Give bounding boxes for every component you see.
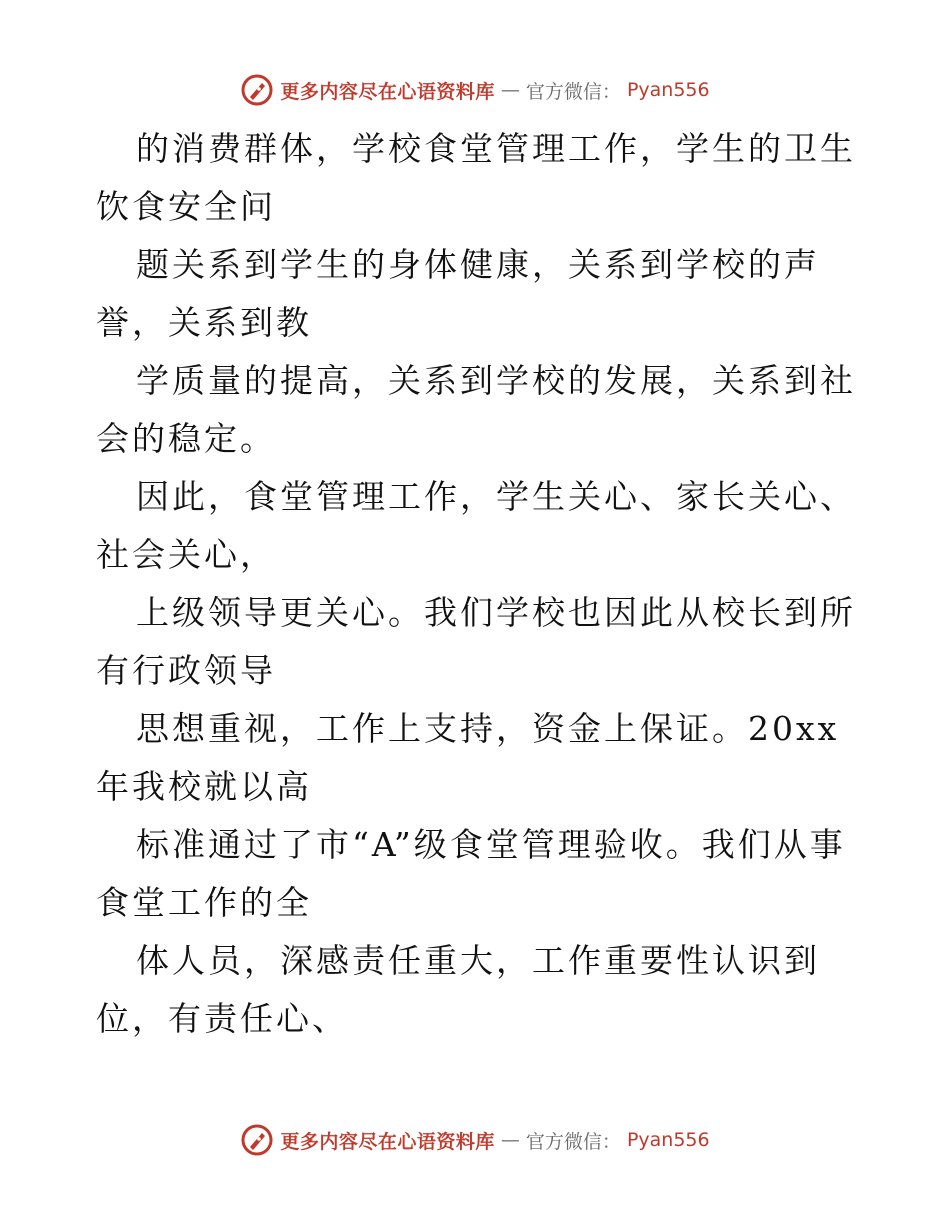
pen-nib-logo-icon	[240, 1123, 274, 1157]
paragraph: 体人员，深感责任重大，工作重要性认识到位，有责任心、	[96, 941, 820, 1038]
paragraph: 的消费群体，学校食堂管理工作，学生的卫生饮食安全问	[96, 129, 856, 226]
footer-brand-text: 更多内容尽在心语资料库	[280, 1130, 495, 1153]
footer-official-label: 官方微信：	[525, 1130, 621, 1153]
paragraph: 思想重视，工作上支持，资金上保证。20xx 年我校就以高	[96, 709, 840, 806]
paragraph: 上级领导更关心。我们学校也因此从校长到所有行政领导	[96, 593, 856, 690]
header-wechat-id: Pyan556	[626, 79, 710, 101]
header-separator: —	[500, 79, 520, 101]
document-body	[96, 120, 856, 1048]
header-official-label: 官方微信：	[525, 80, 621, 103]
paragraph: 题关系到学生的身体健康，关系到学校的声誉，关系到教	[96, 245, 820, 342]
header-brand-text: 更多内容尽在心语资料库	[280, 80, 495, 103]
footer-banner	[0, 1120, 950, 1160]
paragraph: 学质量的提高，关系到学校的发展，关系到社会的稳定。	[96, 361, 856, 458]
header-banner	[0, 70, 950, 110]
paragraph: 因此，食堂管理工作，学生关心、家长关心、社会关心，	[96, 477, 856, 574]
footer-wechat-id: Pyan556	[626, 1129, 710, 1151]
pen-nib-logo-icon	[240, 73, 274, 107]
paragraph: 标准通过了市“A”级食堂管理验收。我们从事食堂工作的全	[96, 825, 846, 922]
footer-separator: —	[500, 1129, 520, 1151]
